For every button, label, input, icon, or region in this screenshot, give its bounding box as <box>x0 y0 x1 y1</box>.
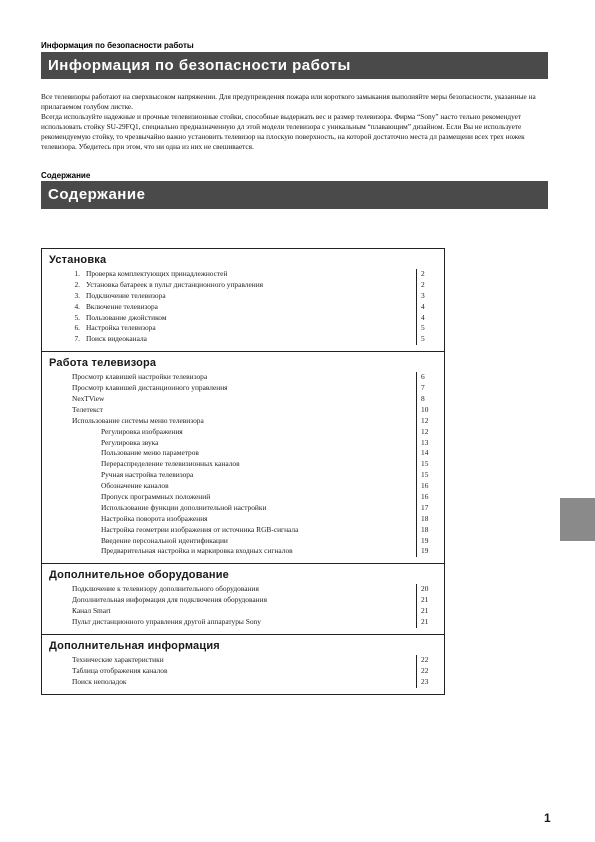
toc-entry-label: Регулировка изображения <box>101 426 183 436</box>
toc-entry <box>42 546 444 557</box>
toc-entry-label: Просмотр клавишей настройки телевизора <box>72 372 208 382</box>
side-tab-marker <box>560 498 595 541</box>
toc-entry-page: 19 <box>416 536 444 547</box>
toc-entry-page: 18 <box>416 514 444 525</box>
safety-paragraph: Все телевизоры работают на сверхвысоком напряжении. Для предупреждения пожара или короткого замыкания выполняйте меры безопасности, указанные на прилагаемом голубом листке. <box>41 92 536 111</box>
toc-entry-number: 6. <box>74 323 80 333</box>
toc-entry-page: 22 <box>416 655 444 666</box>
page-number: 1 <box>544 811 551 825</box>
toc-entry <box>42 383 444 394</box>
toc-entry-page: 13 <box>416 438 444 449</box>
toc-entry <box>42 481 444 492</box>
toc-entry <box>42 525 444 536</box>
toc-entry <box>42 394 444 405</box>
toc-entry-label: Регулировка звука <box>101 437 159 447</box>
toc-entry-label: Введение персональной идентификации <box>101 535 228 545</box>
toc-entry-label: Просмотр клавишей дистанционного управления <box>72 383 228 393</box>
toc-entry-page: 12 <box>416 416 444 427</box>
toc-entry-page: 14 <box>416 448 444 459</box>
toc-entry-label: Обозначение каналов <box>101 481 169 491</box>
toc-entry-label: Использование функции дополнительной настройки <box>101 502 267 512</box>
toc-entry-page: 16 <box>416 481 444 492</box>
toc-entry-label: Перераспределение телевизионных каналов <box>101 459 240 469</box>
toc-entry-page: 15 <box>416 459 444 470</box>
toc-entry-number: 1. <box>74 269 80 278</box>
toc-entry-page: 21 <box>416 617 444 628</box>
table-of-contents <box>41 248 445 695</box>
safety-small-heading: Информация по безопасности работы <box>41 41 194 50</box>
toc-entry-label: Установка батареек в пульт дистанционного управления <box>86 279 264 289</box>
toc-entry-label: NexTView <box>72 394 105 404</box>
toc-entry-number: 7. <box>74 334 80 344</box>
toc-entry-page: 21 <box>416 606 444 617</box>
toc-entry <box>42 606 444 617</box>
toc-entry-page: 2 <box>416 280 444 291</box>
toc-entry <box>42 405 444 416</box>
toc-entry-label: Пропуск программных положений <box>101 492 211 502</box>
toc-entry-label: Пульт дистанционного управления другой аппаратуры Sony <box>72 617 261 627</box>
toc-entry-label: Технические характеристики <box>72 654 164 664</box>
toc-entry-label: Пользование меню параметров <box>101 448 199 458</box>
toc-entry-page: 4 <box>416 302 444 313</box>
toc-entry <box>42 514 444 525</box>
toc-entry-page: 3 <box>416 291 444 302</box>
toc-entry <box>42 313 444 324</box>
toc-entry <box>42 470 444 481</box>
safety-banner: Информация по безопасности работы <box>41 52 548 79</box>
toc-entry <box>42 323 444 334</box>
toc-entry-page: 6 <box>416 372 444 383</box>
toc-entry-number: 5. <box>74 312 80 322</box>
toc-entry-page: 7 <box>416 383 444 394</box>
toc-entry-page: 19 <box>416 546 444 557</box>
toc-entry-page: 10 <box>416 405 444 416</box>
toc-entry-label: Настройка геометрии изображения от источника RGB-сигнала <box>101 524 299 534</box>
toc-entry <box>42 655 444 666</box>
toc-entry-label: Ручная настройка телевизора <box>101 470 194 480</box>
toc-entry-label: Подключение телевизора <box>86 290 166 300</box>
toc-section-title: Дополнительная информация <box>49 639 220 652</box>
toc-entry-page: 8 <box>416 394 444 405</box>
toc-entry-page: 4 <box>416 313 444 324</box>
toc-entry <box>42 503 444 514</box>
toc-entry <box>42 617 444 628</box>
toc-entry <box>42 595 444 606</box>
toc-entry-page: 20 <box>416 584 444 595</box>
toc-entry-label: Предварительная настройка и маркировка входных сигналов <box>101 546 293 556</box>
toc-entry <box>42 584 444 595</box>
toc-entry-page: 17 <box>416 503 444 514</box>
toc-entry-page: 5 <box>416 334 444 345</box>
toc-entry-number: 3. <box>74 290 80 300</box>
toc-section-title: Установка <box>49 254 107 266</box>
toc-entry-label: Пользование джойстиком <box>86 312 167 322</box>
contents-banner: Содержание <box>41 181 548 209</box>
toc-entry-label: Канал Smart <box>72 606 111 616</box>
toc-entry-label: Настройка телевизора <box>86 323 156 333</box>
toc-entry <box>42 492 444 503</box>
toc-entry <box>42 427 444 438</box>
toc-entry-page: 12 <box>416 427 444 438</box>
safety-paragraph: Всегда используйте надежные и прочные телевизионные стойки, способные выдержать вес и размер телевизора. Фирма “Sony” насто тельно рекомендует использовать стойку SU-29FQ1, специально предназначенную дл этой модели телевизора с уникальным “плавающим” дизайном. Если Вы не используете рекомендуемую стойку, то чрезвычайно важно установить телевизор на плоскую поверхность, на которой достаточно места дл размещени всех трех ножек телевизора. Убедитесь при этом, что ни одна из них не свешивается. <box>41 112 525 151</box>
toc-entry-number: 2. <box>74 279 80 289</box>
toc-entry <box>42 280 444 291</box>
toc-entry <box>42 438 444 449</box>
toc-entry-page: 5 <box>416 323 444 334</box>
toc-entry-page: 22 <box>416 666 444 677</box>
toc-entry-page: 16 <box>416 492 444 503</box>
toc-entry-page: 18 <box>416 525 444 536</box>
toc-entry-label: Поиск видеоканала <box>86 334 147 344</box>
toc-entry-label: Использование системы меню телевизора <box>72 415 204 425</box>
toc-entry-label: Дополнительная информация для подключения оборудования <box>72 595 267 605</box>
toc-entry-label: Таблица отображения каналов <box>72 665 168 675</box>
toc-entry <box>42 666 444 677</box>
toc-entry-label: Поиск неполадок <box>72 676 127 686</box>
toc-entry-label: Телетекст <box>72 404 103 414</box>
toc-entry <box>42 291 444 302</box>
toc-entry <box>42 334 444 345</box>
toc-entry-label: Подключение к телевизору дополнительного оборудования <box>72 584 259 594</box>
toc-section <box>42 563 444 634</box>
toc-entry-page: 2 <box>416 269 444 280</box>
toc-entry-label: Проверка комплектующих принадлежностей <box>86 269 228 278</box>
toc-entry <box>42 416 444 427</box>
toc-entry <box>42 372 444 383</box>
toc-section <box>42 351 444 563</box>
toc-section-title: Работа телевизора <box>49 357 157 370</box>
safety-text <box>41 92 553 152</box>
toc-entry-number: 4. <box>74 301 80 311</box>
toc-entry <box>42 536 444 547</box>
toc-entry-label: Настройка поворота изображения <box>101 513 208 523</box>
contents-small-heading: Содержание <box>41 171 91 180</box>
toc-entry-page: 23 <box>416 677 444 688</box>
toc-entry-label: Включение телевизора <box>86 301 158 311</box>
toc-entry <box>42 448 444 459</box>
toc-entry <box>42 677 444 688</box>
toc-entry <box>42 459 444 470</box>
toc-entry <box>42 302 444 313</box>
toc-entry <box>42 269 444 280</box>
toc-entry-page: 21 <box>416 595 444 606</box>
toc-section <box>42 249 444 351</box>
toc-entry-page: 15 <box>416 470 444 481</box>
toc-section <box>42 634 444 694</box>
toc-section-title: Дополнительное оборудование <box>49 569 229 582</box>
